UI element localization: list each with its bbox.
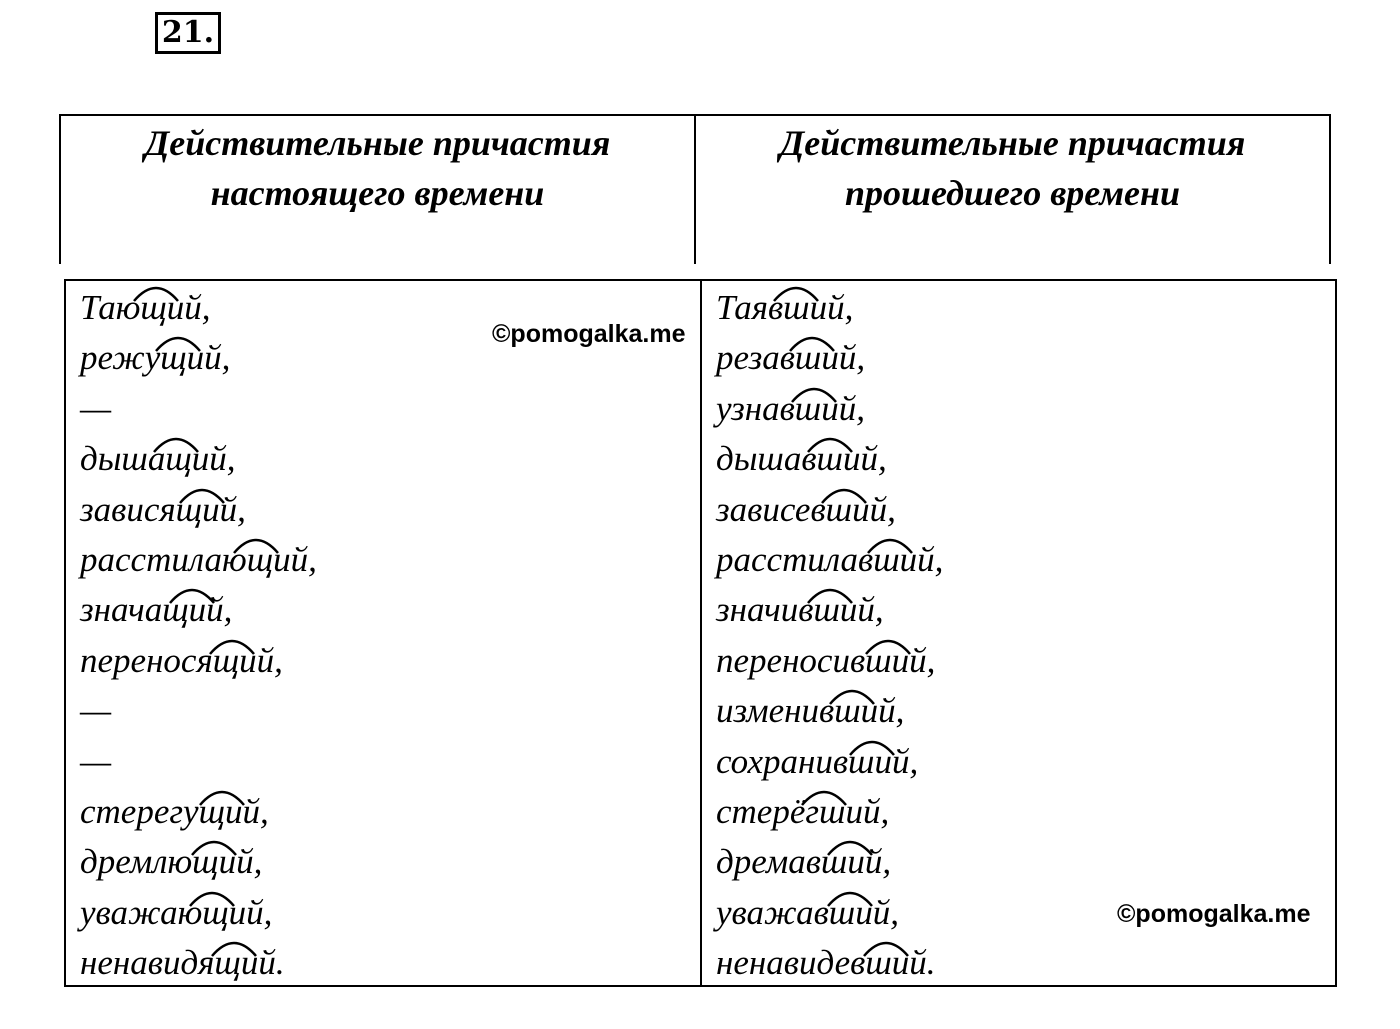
list-item: расстилающий,: [80, 535, 317, 585]
suffix-arc-mark: [848, 735, 896, 757]
suffix-arc-mark: [826, 886, 874, 908]
suffix-arc-mark: [178, 483, 226, 505]
suffix-arc-mark: [806, 432, 854, 454]
list-item: узнавший,: [716, 384, 943, 434]
suffix-arc-mark: [208, 634, 256, 656]
suffix-arc-mark: [790, 382, 838, 404]
list-item: зависящий,: [80, 485, 317, 535]
list-item: значащий,: [80, 585, 317, 635]
header-present-participles: Действительные причастия настоящего времени: [61, 116, 696, 264]
suffix-arc-mark: [132, 281, 180, 303]
list-item: Таявший,: [716, 283, 943, 333]
list-item: дышавший,: [716, 434, 943, 484]
suffix-arc-mark: [188, 886, 236, 908]
suffix-arc-mark: [154, 331, 202, 353]
list-item: стерёгший,: [716, 787, 943, 837]
suffix-arc-mark: [864, 634, 912, 656]
list-item: резавший,: [716, 333, 943, 383]
list-item: —: [80, 741, 112, 781]
list-item: изменивший,: [716, 686, 943, 736]
suffix-arc-mark: [866, 533, 914, 555]
list-item: зависевший,: [716, 485, 943, 535]
list-item: сохранивший,: [716, 737, 943, 787]
watermark: ©pomogalka.me: [492, 320, 686, 348]
header-past-participles: Действительные причастия прошедшего времени: [779, 123, 1246, 213]
watermark: ©pomogalka.me: [1117, 900, 1311, 928]
suffix-arc-mark: [210, 936, 258, 958]
suffix-arc-mark: [232, 533, 280, 555]
suffix-arc-mark: [772, 281, 820, 303]
suffix-arc-mark: [788, 331, 836, 353]
list-item: —: [80, 691, 112, 731]
present-participles-column: [80, 283, 317, 988]
suffix-arc-mark: [826, 835, 874, 857]
list-item: стерегущий,: [80, 787, 317, 837]
list-item: уважающий,: [80, 888, 317, 938]
list-item: дышащий,: [80, 434, 317, 484]
table-header: [59, 114, 1331, 264]
suffix-arc-mark: [168, 583, 216, 605]
list-item: ненавидевший.: [716, 938, 943, 988]
table-body: [64, 279, 1337, 987]
suffix-arc-mark: [862, 936, 910, 958]
list-item: режущий,: [80, 333, 317, 383]
list-item: расстилавший,: [716, 535, 943, 585]
suffix-arc-mark: [190, 835, 238, 857]
past-participles-column: [716, 283, 943, 988]
list-item: —: [80, 388, 112, 428]
suffix-arc-mark: [800, 785, 848, 807]
list-item: дремлющий,: [80, 837, 317, 887]
list-item: Тающий,: [80, 283, 317, 333]
suffix-arc-mark: [806, 583, 854, 605]
list-item: значивший,: [716, 585, 943, 635]
column-divider: [700, 281, 702, 985]
list-item: уважавший,: [716, 888, 943, 938]
list-item: переносивший,: [716, 636, 943, 686]
list-item: ненавидящий.: [80, 938, 317, 988]
list-item: дремавший,: [716, 837, 943, 887]
list-item: переносящий,: [80, 636, 317, 686]
suffix-arc-mark: [152, 432, 200, 454]
exercise-number: 21.: [155, 12, 221, 54]
suffix-arc-mark: [828, 684, 876, 706]
suffix-arc-mark: [820, 483, 868, 505]
suffix-arc-mark: [198, 785, 246, 807]
